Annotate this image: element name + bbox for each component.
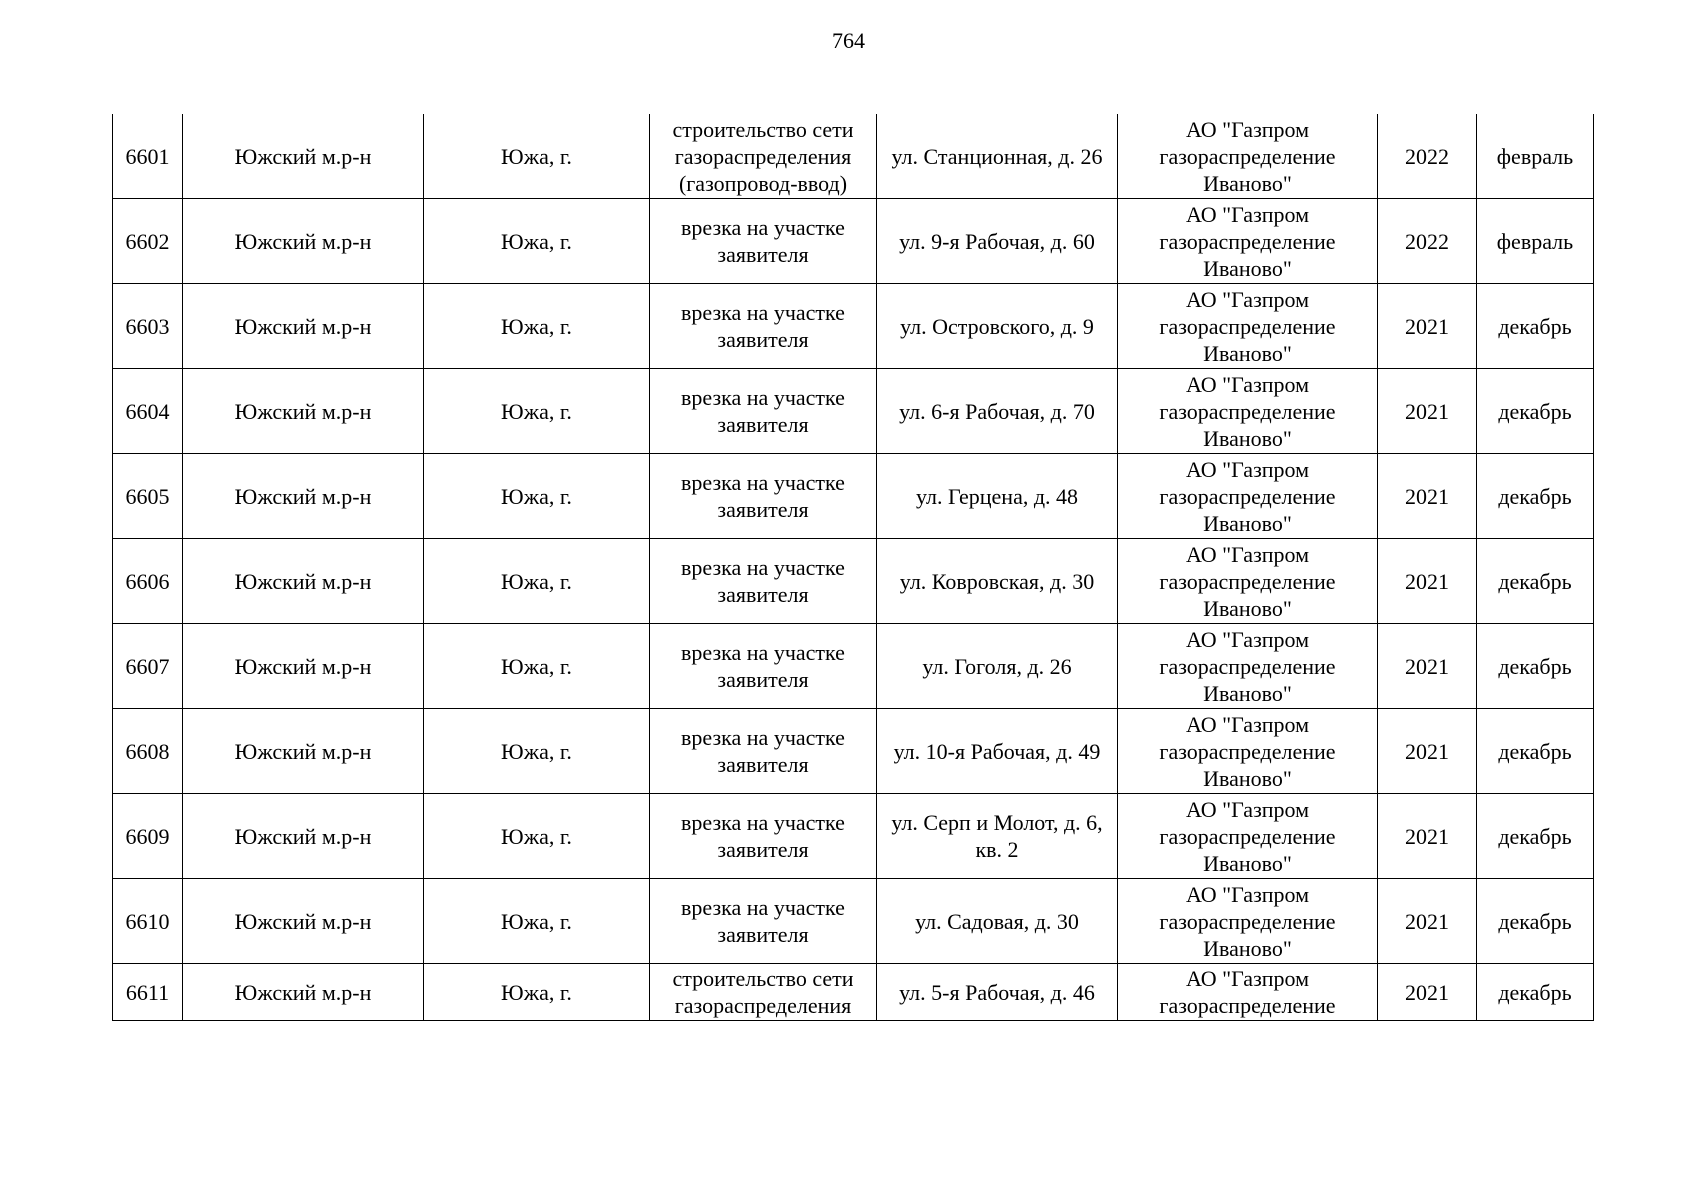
cell-number-text: 6604 [125, 398, 170, 424]
cell-year [1378, 964, 1477, 1021]
cell-address-text: ул. Гоголя, д. 26 [922, 653, 1072, 679]
cell-month [1477, 964, 1594, 1021]
cell-locality-text: Южа, г. [501, 979, 572, 1005]
cell-number-text: 6611 [125, 979, 170, 1005]
cell-locality-text: Южа, г. [501, 313, 572, 339]
cell-address-text: ул. 6-я Рабочая, д. 70 [899, 398, 1095, 424]
cell-district-text: Южский м.р-н [234, 398, 372, 424]
cell-address [877, 114, 1118, 199]
cell-locality-text: Южа, г. [501, 823, 572, 849]
cell-organization [1118, 794, 1378, 879]
cell-number-text: 6603 [125, 313, 170, 339]
cell-address-text: ул. Серп и Молот, д. 6, кв. 2 [891, 810, 1103, 862]
cell-number [113, 624, 183, 709]
cell-district [183, 794, 424, 879]
cell-district [183, 709, 424, 794]
cell-month-text: декабрь [1498, 738, 1572, 764]
cell-year-text: 2021 [1405, 908, 1449, 934]
cell-month [1477, 284, 1594, 369]
cell-district-text: Южский м.р-н [234, 313, 372, 339]
cell-locality-text: Южа, г. [501, 568, 572, 594]
cell-work-type-text: врезка на участке заявителя [681, 470, 845, 522]
cell-district-text: Южский м.р-н [234, 979, 372, 1005]
cell-work-type-text: врезка на участке заявителя [681, 385, 845, 437]
cell-work-type [650, 199, 877, 284]
cell-year [1378, 794, 1477, 879]
table-row [113, 709, 1594, 794]
cell-year-text: 2021 [1405, 738, 1449, 764]
cell-year [1378, 199, 1477, 284]
table-row [113, 284, 1594, 369]
cell-locality [424, 964, 650, 1021]
cell-organization-text: АО "Газпром газораспределение Иваново" [1159, 881, 1336, 961]
cell-locality [424, 794, 650, 879]
cell-address-text: ул. 10-я Рабочая, д. 49 [893, 738, 1101, 764]
cell-address-text: ул. Ковровская, д. 30 [899, 568, 1095, 594]
cell-number [113, 879, 183, 964]
cell-year-text: 2021 [1405, 483, 1449, 509]
cell-district [183, 879, 424, 964]
cell-number-text: 6608 [125, 738, 170, 764]
cell-year-text: 2021 [1405, 979, 1449, 1005]
cell-district [183, 964, 424, 1021]
cell-locality-text: Южа, г. [501, 228, 572, 254]
cell-year-text: 2021 [1405, 823, 1449, 849]
cell-address [877, 539, 1118, 624]
cell-address-text: ул. 9-я Рабочая, д. 60 [899, 228, 1095, 254]
table-row [113, 794, 1594, 879]
cell-month [1477, 369, 1594, 454]
cell-year-text: 2021 [1405, 653, 1449, 679]
cell-locality [424, 624, 650, 709]
cell-month-text: декабрь [1498, 398, 1572, 424]
cell-district-text: Южский м.р-н [234, 908, 372, 934]
cell-district-text: Южский м.р-н [234, 143, 372, 169]
cell-year-text: 2021 [1405, 398, 1449, 424]
cell-work-type-text: врезка на участке заявителя [681, 300, 845, 352]
cell-year-text: 2021 [1405, 313, 1449, 339]
table-row [113, 454, 1594, 539]
cell-address [877, 624, 1118, 709]
cell-address [877, 199, 1118, 284]
cell-number-text: 6606 [125, 568, 170, 594]
cell-address-text: ул. Садовая, д. 30 [915, 908, 1079, 934]
cell-district-text: Южский м.р-н [234, 483, 372, 509]
cell-number [113, 539, 183, 624]
cell-organization [1118, 624, 1378, 709]
cell-organization-text: АО "Газпром газораспределение Иваново" [1159, 371, 1336, 451]
cell-organization-text: АО "Газпром газораспределение Иваново" [1159, 626, 1336, 706]
cell-month-text: декабрь [1498, 653, 1572, 679]
cell-work-type-text: врезка на участке заявителя [681, 725, 845, 777]
page-number: 764 [832, 28, 865, 53]
cell-address [877, 284, 1118, 369]
cell-year [1378, 369, 1477, 454]
cell-work-type [650, 284, 877, 369]
cell-organization [1118, 114, 1378, 199]
cell-organization-text: АО "Газпром газораспределение Иваново" [1159, 116, 1336, 196]
cell-month-text: февраль [1496, 228, 1574, 254]
cell-organization-text: АО "Газпром газораспределение [1159, 966, 1336, 1018]
cell-number-text: 6610 [125, 908, 170, 934]
cell-locality [424, 114, 650, 199]
cell-organization [1118, 879, 1378, 964]
cell-month [1477, 199, 1594, 284]
table-body [113, 114, 1594, 1021]
cell-work-type-text: строительство сети газораспределения [672, 966, 854, 1018]
cell-year [1378, 879, 1477, 964]
cell-number [113, 114, 183, 199]
cell-month [1477, 114, 1594, 199]
cell-district-text: Южский м.р-н [234, 823, 372, 849]
cell-month-text: декабрь [1498, 483, 1572, 509]
cell-number-text: 6605 [125, 483, 170, 509]
cell-work-type [650, 369, 877, 454]
cell-number [113, 369, 183, 454]
cell-address-text: ул. Герцена, д. 48 [915, 483, 1079, 509]
cell-organization [1118, 284, 1378, 369]
cell-number-text: 6601 [125, 143, 170, 169]
cell-work-type [650, 964, 877, 1021]
cell-locality-text: Южа, г. [501, 653, 572, 679]
cell-district [183, 114, 424, 199]
cell-locality-text: Южа, г. [501, 143, 572, 169]
cell-address [877, 879, 1118, 964]
cell-work-type [650, 879, 877, 964]
cell-district-text: Южский м.р-н [234, 738, 372, 764]
cell-year-text: 2022 [1405, 228, 1449, 254]
cell-number [113, 199, 183, 284]
cell-address [877, 454, 1118, 539]
cell-address [877, 964, 1118, 1021]
cell-year [1378, 624, 1477, 709]
cell-organization [1118, 454, 1378, 539]
cell-number [113, 454, 183, 539]
cell-number [113, 964, 183, 1021]
cell-year [1378, 454, 1477, 539]
cell-district [183, 369, 424, 454]
cell-number [113, 709, 183, 794]
cell-year-text: 2021 [1405, 568, 1449, 594]
cell-organization-text: АО "Газпром газораспределение Иваново" [1159, 456, 1336, 536]
cell-month-text: февраль [1496, 143, 1574, 169]
cell-organization-text: АО "Газпром газораспределение Иваново" [1159, 541, 1336, 621]
cell-work-type [650, 454, 877, 539]
cell-work-type-text: врезка на участке заявителя [681, 895, 845, 947]
cell-month-text: декабрь [1498, 908, 1572, 934]
cell-work-type [650, 709, 877, 794]
cell-address-text: ул. Островского, д. 9 [900, 313, 1094, 339]
table-row [113, 114, 1594, 199]
table-row [113, 624, 1594, 709]
table-row [113, 369, 1594, 454]
cell-locality-text: Южа, г. [501, 398, 572, 424]
table-row [113, 199, 1594, 284]
cell-year [1378, 284, 1477, 369]
cell-year-text: 2022 [1405, 143, 1449, 169]
cell-locality [424, 369, 650, 454]
cell-district [183, 284, 424, 369]
cell-locality [424, 879, 650, 964]
cell-organization [1118, 964, 1378, 1021]
cell-locality [424, 199, 650, 284]
cell-organization-text: АО "Газпром газораспределение Иваново" [1159, 286, 1336, 366]
cell-month [1477, 794, 1594, 879]
cell-locality [424, 454, 650, 539]
cell-locality [424, 539, 650, 624]
cell-month-text: декабрь [1498, 979, 1572, 1005]
cell-locality [424, 709, 650, 794]
cell-month [1477, 879, 1594, 964]
cell-work-type-text: врезка на участке заявителя [681, 215, 845, 267]
cell-work-type-text: врезка на участке заявителя [681, 810, 845, 862]
cell-month [1477, 624, 1594, 709]
cell-district [183, 539, 424, 624]
table-row [113, 539, 1594, 624]
cell-month [1477, 709, 1594, 794]
cell-organization-text: АО "Газпром газораспределение Иваново" [1159, 796, 1336, 876]
cell-month-text: декабрь [1498, 823, 1572, 849]
cell-organization [1118, 369, 1378, 454]
cell-number-text: 6609 [125, 823, 170, 849]
cell-number-text: 6602 [125, 228, 170, 254]
cell-month-text: декабрь [1498, 568, 1572, 594]
cell-district [183, 454, 424, 539]
cell-address-text: ул. 5-я Рабочая, д. 46 [899, 979, 1095, 1005]
cell-number-text: 6607 [125, 653, 170, 679]
cell-year [1378, 114, 1477, 199]
cell-work-type [650, 539, 877, 624]
cell-month-text: декабрь [1498, 313, 1572, 339]
cell-month [1477, 539, 1594, 624]
cell-locality [424, 284, 650, 369]
cell-district-text: Южский м.р-н [234, 653, 372, 679]
cell-number [113, 284, 183, 369]
table-row [113, 964, 1594, 1021]
cell-locality-text: Южа, г. [501, 483, 572, 509]
cell-work-type [650, 794, 877, 879]
cell-address [877, 794, 1118, 879]
cell-district [183, 624, 424, 709]
cell-organization [1118, 199, 1378, 284]
data-table [112, 114, 1594, 1021]
cell-organization [1118, 709, 1378, 794]
cell-address [877, 709, 1118, 794]
cell-work-type [650, 624, 877, 709]
cell-district [183, 199, 424, 284]
cell-organization [1118, 539, 1378, 624]
cell-district-text: Южский м.р-н [234, 228, 372, 254]
cell-address-text: ул. Станционная, д. 26 [891, 143, 1103, 169]
table-row [113, 879, 1594, 964]
cell-organization-text: АО "Газпром газораспределение Иваново" [1159, 711, 1336, 791]
cell-district-text: Южский м.р-н [234, 568, 372, 594]
cell-locality-text: Южа, г. [501, 738, 572, 764]
cell-address [877, 369, 1118, 454]
cell-organization-text: АО "Газпром газораспределение Иваново" [1159, 201, 1336, 281]
cell-work-type-text: строительство сети газораспределения (газопровод-ввод) [672, 116, 854, 196]
cell-year [1378, 709, 1477, 794]
cell-work-type [650, 114, 877, 199]
cell-month [1477, 454, 1594, 539]
cell-year [1378, 539, 1477, 624]
cell-work-type-text: врезка на участке заявителя [681, 640, 845, 692]
cell-work-type-text: врезка на участке заявителя [681, 555, 845, 607]
cell-locality-text: Южа, г. [501, 908, 572, 934]
cell-number [113, 794, 183, 879]
